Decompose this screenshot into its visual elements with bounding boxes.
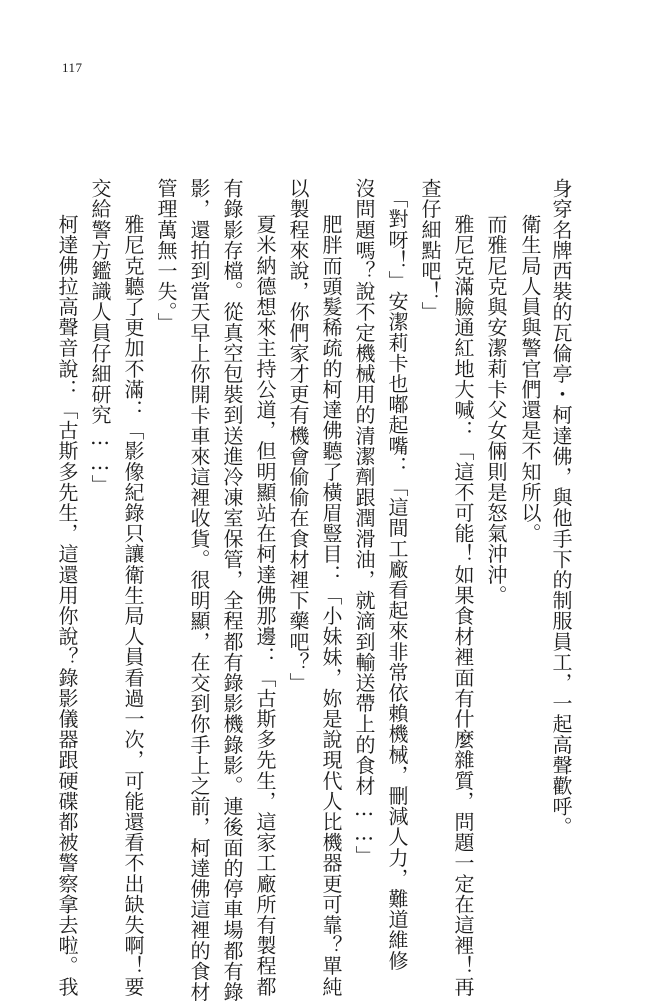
- text-column-12: 影，還拍到當天早上你開卡車來這裡收貨。很明顯，在交到你手上之前，柯達佛這裡的食材: [187, 178, 211, 1002]
- text-column-8: 肥胖而頭髮稀疏的柯達佛聽了橫眉豎目：「小妹妹，妳是說現代人比機器更可靠？單純: [319, 214, 343, 997]
- text-column-7: 沒問題嗎？說不定機械用的清潔劑跟潤滑油，就滴到輸送帶上的食材……」: [352, 178, 376, 866]
- text-column-6: 「對呀！」安潔莉卡也嘟起嘴：「這間工廠看起來非常依賴機械，刪減人力，難道維修: [385, 188, 409, 971]
- text-column-4: 雅尼克滿臉通紅地大喊：「這不可能！如果食材裡面有什麼雜質，問題一定在這裡！再: [451, 214, 475, 997]
- text-column-3: 而雅尼克與安潔莉卡父女倆則是怒氣沖沖。: [484, 214, 508, 606]
- text-column-10: 夏米納德想來主持公道，但明顯站在柯達佛那邊：「古斯多先生，這家工廠所有製程都: [253, 214, 277, 997]
- text-column-11: 有錄影存檔。從真空包裝到送進冷凍室保管，全程都有錄影機錄影。連後面的停車場都有錄: [220, 178, 244, 1002]
- text-column-13: 管理萬無一失。」: [154, 178, 178, 333]
- text-column-16: 柯達佛拉高聲音說：「古斯多先生，這還用你說？錄影儀器跟硬碟都被警察拿去啦。我: [55, 214, 79, 997]
- text-column-9: 以製程來說，你們家才更有機會偷偷在食材裡下藥吧？」: [286, 178, 310, 693]
- page-number: 117: [62, 60, 83, 75]
- text-column-14: 雅尼克聽了更加不滿：「影像紀錄只讓衛生局人員看過一次，可能還看不出缺失啊！要: [121, 214, 145, 997]
- text-column-2: 衛生局人員與警官們還是不知所以。: [518, 214, 542, 544]
- text-column-5: 查仔細點吧！」: [418, 178, 442, 323]
- text-column-1: 身穿名牌西裝的瓦倫亭・柯達佛，與他手下的制服員工，一起高聲歡呼。: [549, 178, 573, 838]
- text-column-15: 交給警方鑑識人員仔細研究……」: [88, 178, 112, 495]
